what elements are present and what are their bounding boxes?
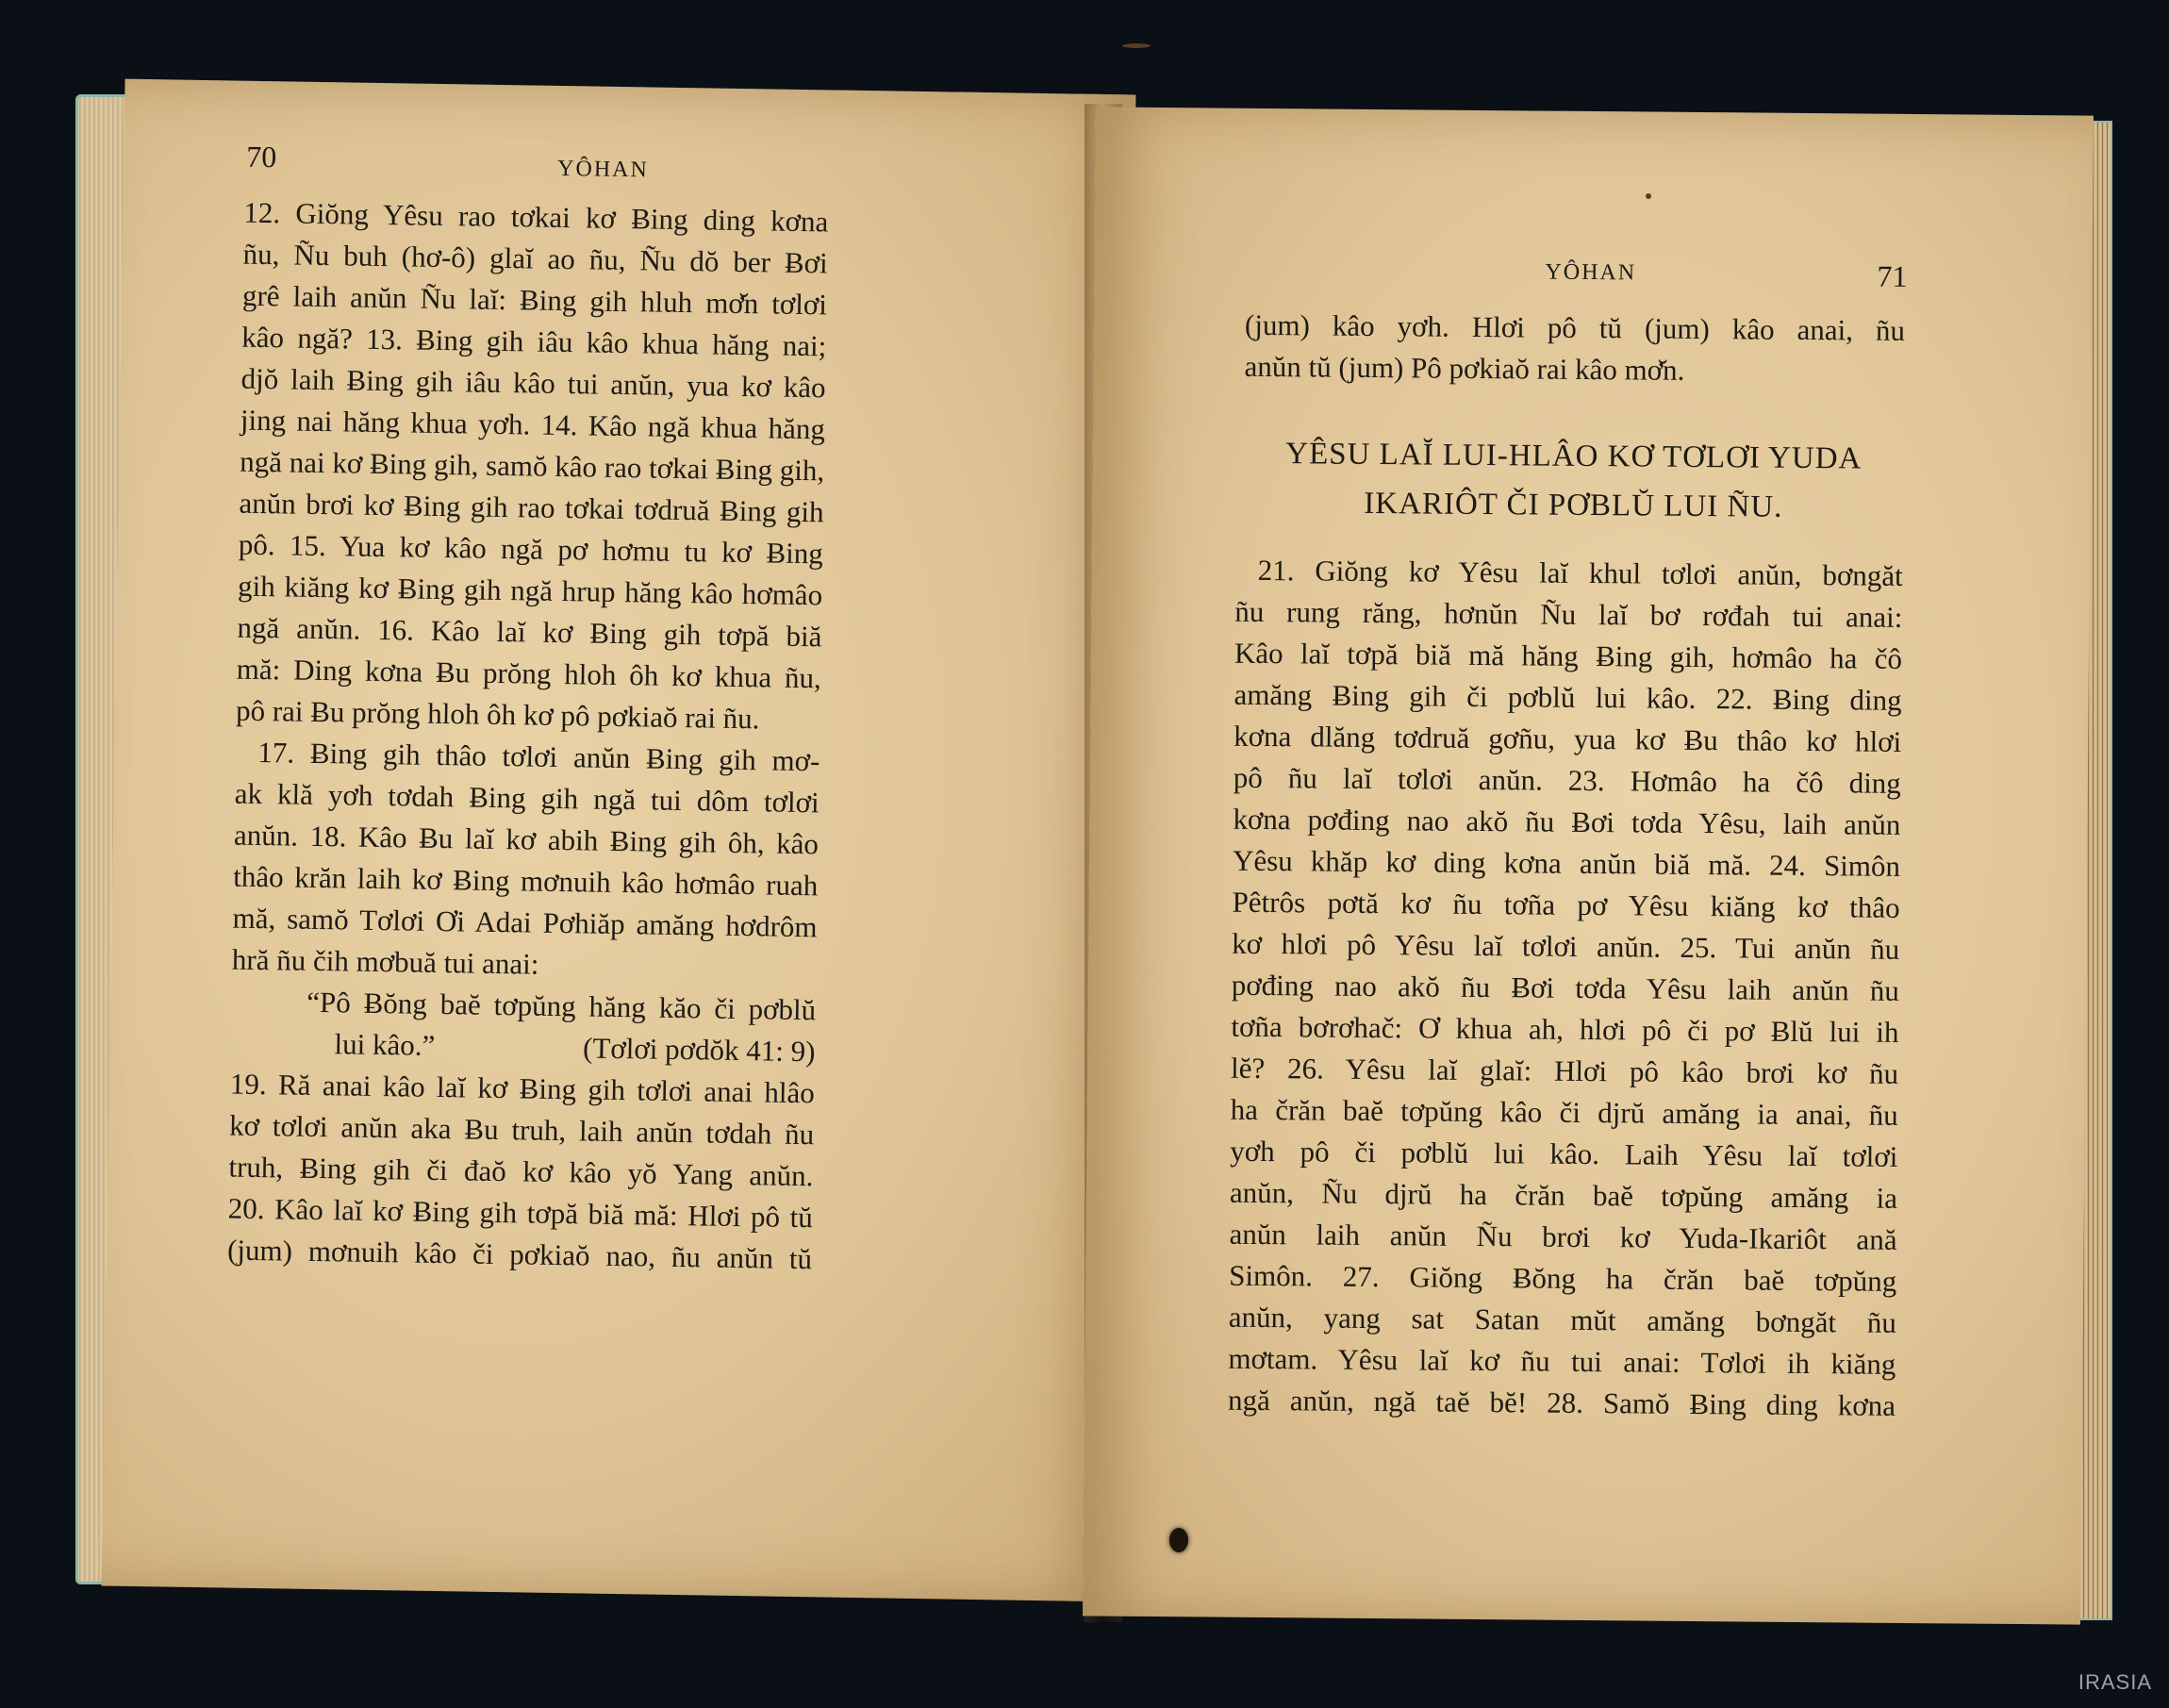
left-line: jing nai hăng khua yơh. 14. Kâo ngă khua hăng (240, 403, 826, 446)
dust-speck (1646, 193, 1651, 199)
left-line: gih kiăng kơ Ƀing gih ngă hrup hăng kâo hơmâo (237, 569, 823, 612)
right-page (1083, 107, 2094, 1624)
right-line: pơđing nao akŏ ñu Ƀơi tơda Yêsu laih anŭn ñu (1231, 968, 1900, 1007)
left-line: anŭn. 18. Kâo Ƀu laĭ kơ abih Ƀing gih ôh, kâo (233, 818, 820, 861)
right-line: ñu rung răng, hơnŭn Ñu laĭ bơ rơđah tui anai: (1234, 594, 1903, 634)
right-line: kơ hlơi pô Yêsu laĭ tơlơi anŭn. 25. Tui anŭn ñu (1232, 926, 1900, 966)
section-heading (1234, 429, 1913, 533)
section-heading-line: YÊSU LAĬ LUI-HLÂO KƠ TƠLƠI YUDA (1285, 437, 1863, 476)
left-line: ñu, Ñu buh (hơ-ô) glaĭ ao ñu, Ñu dŏ ber Ƀơi (242, 237, 828, 280)
right-line: anŭn laih anŭn Ñu brơi kơ Yuda-Ikariôt ană (1229, 1217, 1897, 1256)
left-line: kâo ngă? 13. Ƀing gih iâu kâo khua hăng nai; (241, 320, 827, 363)
left-line: anŭn brơi kơ Ƀing gih rao tơkai tơdruă Ƀing gih (239, 486, 824, 529)
left-line: ngă anŭn. 16. Kâo laĭ kơ Ƀing gih tơpă biă (237, 610, 822, 654)
right-line: anŭn, yang sat Satan mŭt amăng bơngăt ñu (1228, 1300, 1896, 1339)
right-line: ha črăn baĕ tơpŭng kâo či djrŭ amăng ia anai, ñu (1230, 1092, 1898, 1132)
right-line: kơna pơđing nao akŏ ñu Ƀơi tơda Yêsu, laih anŭn (1233, 802, 1901, 841)
right-line: (jum) kâo yơh. Hlơi pô tŭ (jum) kâo anai, ñu (1244, 307, 1906, 347)
right-page-number: 71 (1877, 258, 1908, 293)
left-line: pô rai Ƀu prŏng hloh ôh kơ pô pơkiaŏ rai ñu. (235, 693, 760, 736)
right-line: anŭn, Ñu djrŭ ha črăn baĕ tơpŭng amăng ia (1229, 1175, 1898, 1215)
right-line: ngă anŭn, ngă taĕ bĕ! 28. Samŏ Ƀing ding kơna (1227, 1383, 1896, 1422)
left-line: truh, Ƀing gih či đaŏ kơ kâo yŏ Yang anŭn. (228, 1150, 814, 1193)
quotation-line-end: lui kâo.” (334, 1027, 436, 1062)
left-line: 12. Giŏng Yêsu rao tơkai kơ Ƀing ding kơna (243, 195, 829, 239)
right-line: 21. Giŏng kơ Yêsu laĭ khul tơlơi anŭn, bơngăt (1257, 553, 1903, 592)
right-line: Simôn. 27. Giŏng Ƀŏng ha črăn baĕ tơpŭng (1229, 1258, 1897, 1298)
left-line: 19. Ră anai kâo laĭ kơ Ƀing gih tơlơi anai hlâo (229, 1067, 816, 1110)
quotation-line: “Pô Ƀŏng baĕ tơpŭng hăng kăo či pơblŭ (306, 985, 817, 1027)
left-running-head: YÔHAN (556, 156, 650, 183)
right-line: Kâo laĭ tơpă biă mă hăng Ƀing gih, hơmâo ha čô (1234, 636, 1903, 675)
left-line: kơ tơlơi anŭn aka Ƀu truh, laih anŭn tơdah ñu (228, 1108, 815, 1152)
left-line: mă, samŏ Tơlơi Ơi Adai Pơhiăp amăng hơdrôm (232, 901, 818, 944)
right-line: pô ñu laĭ tơlơi anŭn. 23. Hơmâo ha čô ding (1233, 760, 1901, 800)
right-line: yơh pô či pơblŭ lui kâo. Laih Yêsu laĭ tơlơi (1230, 1134, 1898, 1173)
left-line: thâo krăn laih kơ Ƀing mơnuih kâo hơmâo ruah (233, 859, 819, 903)
left-line: (jum) mơnuih kâo či pơkiaŏ nao, ñu anŭn tŭ (226, 1233, 813, 1276)
left-line: hră ñu čih mơbuă tui anai: (231, 942, 539, 981)
left-page (102, 79, 1136, 1602)
right-line: mơtam. Yêsu laĭ kơ ñu tui anai: Tơlơi ih kiăng (1228, 1341, 1896, 1381)
right-line: kơna dlăng tơdruă gơñu, yua kơ Ƀu thâo kơ hlơi (1234, 719, 1902, 758)
left-line: djŏ laih Ƀing gih iâu kâo tui anŭn, yua kơ kâo (240, 361, 826, 405)
left-line: grê laih anŭn Ñu laĭ: Ƀing gih hluh mơ̆n tơlơi (241, 278, 828, 322)
right-line: lĕ? 26. Yêsu laĭ glaĭ: Hlơi pô kâo brơi kơ ñu (1230, 1051, 1899, 1090)
watermark-label: IRASIA (2078, 1670, 2152, 1694)
right-line: Yêsu khăp kơ ding kơna anŭn biă mă. 24. Simôn (1232, 843, 1901, 883)
right-line: amăng Ƀing gih či pơblŭ lui kâo. 22. Ƀing ding (1234, 677, 1902, 717)
right-running-head: YÔHAN (1545, 259, 1637, 286)
left-page-number: 70 (246, 139, 277, 174)
left-line: pô. 15. Yua kơ kâo ngă pơ hơmu tu kơ Ƀing (238, 527, 824, 571)
scripture-reference: (Tơlơi pơdŏk 41: 9) (582, 1031, 816, 1069)
section-heading-line: IKARIÔT ČI PƠBLŬ LUI ÑU. (1364, 486, 1783, 524)
left-line: ak klă yơh tơdah Ƀing gih ngă tui dôm tơlơi (234, 776, 820, 820)
left-body-text (227, 192, 829, 1281)
dust-speck (1122, 43, 1151, 48)
right-top-text (1244, 305, 1905, 393)
left-line: 17. Ƀing gih thâo tơlơi anŭn Ƀing gih mơ- (257, 735, 820, 778)
left-line: mă: Ding kơna Ƀu prŏng hloh ôh kơ khua ñu, (236, 652, 822, 695)
left-line: ngă nai kơ Ƀing gih, samŏ kâo rao tơkai Ƀing gih, (239, 444, 825, 488)
binding-hole (1169, 1528, 1188, 1552)
left-line: 20. Kâo laĭ kơ Ƀing gih tơpă biă mă: Hlơi pô tŭ (227, 1191, 814, 1235)
right-body-text (1228, 550, 1903, 1427)
right-line: tơña bơrơhač: Ơ khua ah, hlơi pô či pơ Ƀlŭ lui ih (1231, 1009, 1899, 1049)
right-line: Pêtrôs pơtă kơ ñu tơña pơ Yêsu kiăng kơ thâo (1232, 885, 1900, 924)
right-line: anŭn tŭ (jum) Pô pơkiaŏ rai kâo mơ̆n. (1244, 349, 1685, 387)
